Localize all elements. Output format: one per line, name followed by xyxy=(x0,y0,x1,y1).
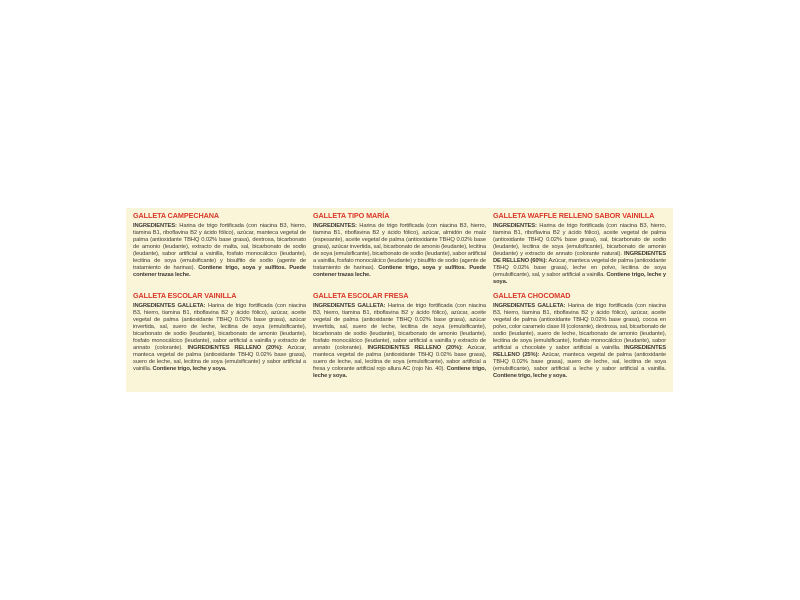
ingredients-text xyxy=(133,222,306,278)
galleta-title: GALLETA TIPO MARÍA xyxy=(313,212,390,220)
ingredient-block xyxy=(313,292,486,379)
galleta-title: GALLETA ESCOLAR FRESA xyxy=(313,292,409,300)
ingredients-text xyxy=(493,302,666,379)
ingredients-bold-segment: Contiene trigo, leche y soya. xyxy=(313,365,486,379)
ingredients-bold-segment: Contiene trigo, soya y sulfitos. Puede contener trazas leche. xyxy=(313,264,486,278)
ingredients-bold-segment: INGREDIENTES GALLETA: xyxy=(133,302,208,309)
ingredients-segment: Azúcar, manteca vegetal de palma (antioxidante TBHQ 0.02% base grasa), suero de leche, sal, lecitina de soya (emulsificante), sabor artificial a fresa y colorante artificial rojo allura AC (rojo No. 40). xyxy=(313,344,486,372)
ingredients-segment: Harina de trigo fortificada (con niacina B3, hierro, tiamina B1, riboflavina B2 y ácido fólico), aceite vegetal de palma (antioxidante TBHQ 0.02% base grasa), sal, bicarbonato de sodio (leudante), lecitina de soya (emulsificante), bicarbonato de amonio (leudante) y extracto de annato (colorante natural). xyxy=(493,222,666,257)
ingredients-bold-segment: Contiene trigo, leche y soya. xyxy=(152,365,227,372)
ingredients-text xyxy=(313,302,486,379)
ingredients-bold-segment: INGREDIENTES RELLENO (20%): xyxy=(367,344,468,351)
ingredients-segment: Harina de trigo fortificada (con niacina B3, hierro, tiamina B1, riboflavina B2 y ácido fólico), azúcar, aceite vegetal de palma (antioxidante TBHQ 0.02% base grasa), cocoa en polvo, color caramelo clase III (colorante), dextrosa, sal, bicarbonato de sodio (leudante), suero de leche, bicarbonato de amonio (leudante), lecitina de soya (emulsificante), fosfato monocálcico (leudante), sabor artificial a chocolate y sabor artificial a vainilla. xyxy=(493,302,667,351)
ingredients-bold-segment: INGREDIENTES GALLETA: xyxy=(313,302,388,309)
ingredients-text xyxy=(133,302,306,372)
ingredients-segment: Azúcar, manteca vegetal de palma (antioxidante TBHQ 0.02% base grasa), leche en polvo, lecitina de soya (emulsificante), sal, y sabor artificial a vainilla. xyxy=(493,257,667,278)
ingredients-bold-segment: INGREDIENTES DE RELLENO (60%): xyxy=(493,250,666,264)
ingredient-block xyxy=(313,212,486,285)
ingredients-panel-background xyxy=(126,208,673,392)
ingredients-bold-segment: INGREDIENTES: xyxy=(313,222,360,229)
galleta-title: GALLETA CHOCOMAD xyxy=(493,292,571,300)
ingredients-segment: Harina de trigo fortificada (con niacina B3, hierro, tiamina B1, riboflavina B2 y ácido fólico), azúcar, manteca vegetal de palma (antioxidante TBHQ 0.02% base grasa), dextrosa, bicarbonato de amonio (leudante), extracto de malta, sal, bicarbonato de sodio (leudante), sabor artificial a vainilla, fosfato monocálcico (leudante), lecitina de soya (emulsificante) y bisulfito de sodio (agente de tratamiento de harinas). xyxy=(133,222,306,271)
ingredients-segment: Harina de trigo fortificada (con niacina B3, hierro, tiamina B1, riboflavina B2 y ácido fólico), azúcar, almidón de maíz (espesante), aceite vegetal de palma (antioxidante TBHQ 0.02% base grasa), azúcar invertida, sal, bicarbonato de amonio (leudante), lecitina de soya (emulsificante), bicarbonato de sodio (leudante), sabor artificial a vainilla, fosfato monocálcico (leudante) y bisulfito de sodio (agente de tratamiento de harinas). xyxy=(313,222,486,271)
ingredients-segment: Harina de trigo fortificada (con niacina B3, hierro, tiamina B1, riboflavina B2 y ácido fólico), azúcar, aceite vegetal de palma (antioxidante TBHQ 0.02% base grasa), azúcar invertida, sal, suero de leche, lecitina de soya (emulsificante), bicarbonato de sodio (leudante), bicarbonato de amonio (leudante), fosfato monocálcico (leudante), sabor artificial a vainilla y extracto de annato (colorante). xyxy=(133,302,307,351)
ingredients-segment: Azúcar, manteca vegetal de palma (antioxidante TBHQ 0.02% base grasa), suero de leche, sal, lecitina de soya (emulsificante) y sabor artificial a vainilla. xyxy=(133,344,306,372)
ingredients-bold-segment: Contiene trigo, leche y soya. xyxy=(493,372,567,379)
ingredient-block xyxy=(493,212,666,285)
ingredient-block xyxy=(133,292,306,379)
ingredients-segment: Harina de trigo fortificada (con niacina B3, hierro, tiamina B1, riboflavina B2 y ácido fólico), azúcar, aceite vegetal de palma (antioxidante TBHQ 0.02% base grasa), azúcar invertida, sal, suero de leche, lecitina de soya (emulsificante), bicarbonato de sodio (leudante), bicarbonato de amonio (leudante), fosfato monocálcico (leudante), sabor artificial a vainilla y extracto de annato (colorante). xyxy=(313,302,487,351)
galleta-title: GALLETA CAMPECHANA xyxy=(133,212,220,220)
ingredients-text xyxy=(493,222,666,285)
ingredients-segment: Azúcar, manteca vegetal de palma (antioxidante TBHQ 0.02% base grasa), suero de leche, sal, lecitina de soya (emulsificante), sabor artificial a leche y sabor artificial a vainilla. xyxy=(493,351,667,372)
ingredient-block xyxy=(133,212,306,285)
ingredients-bold-segment: INGREDIENTES: xyxy=(133,222,180,229)
ingredients-bold-segment: INGREDIENTES RELLENO (20%): xyxy=(187,344,288,351)
ingredients-bold-segment: INGREDIENTES GALLETA: xyxy=(493,302,568,309)
galleta-title: GALLETA WAFFLE RELLENO SABOR VAINILLA xyxy=(493,212,655,220)
ingredients-panel xyxy=(126,208,673,392)
ingredients-bold-segment: Contiene trigo, soya y sulfitos. Puede contener trazas leche. xyxy=(133,264,306,278)
ingredient-block xyxy=(493,292,666,379)
galleta-title: GALLETA ESCOLAR VAINILLA xyxy=(133,292,237,300)
ingredient-blocks-grid xyxy=(133,212,666,379)
ingredients-text xyxy=(313,222,486,278)
ingredients-bold-segment: INGREDIENTES RELLENO (25%): xyxy=(493,344,666,358)
ingredients-bold-segment: Contiene trigo, leche y soya. xyxy=(493,271,666,285)
ingredients-bold-segment: INGREDIENTES: xyxy=(493,222,540,229)
